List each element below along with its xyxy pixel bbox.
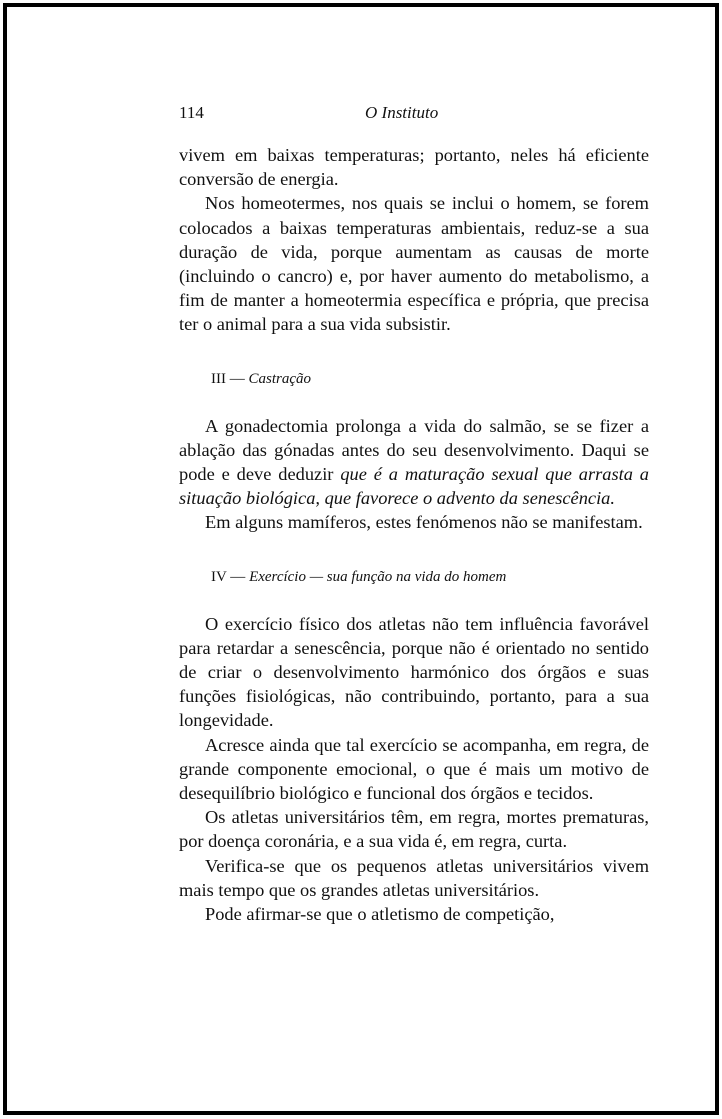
- paragraph: Pode afirmar-se que o atletismo de competição,: [205, 904, 555, 925]
- paragraph: Os atletas universitários têm, em regra, mortes prematuras, por doença coronária, e a sua vida é, em regra, curta.: [179, 807, 649, 852]
- section-numeral: IV —: [211, 568, 250, 585]
- section-heading-castracao: [211, 369, 649, 389]
- page-number: 114: [179, 103, 204, 122]
- book-page: [179, 103, 649, 926]
- running-title: O Instituto: [365, 103, 439, 122]
- paragraph: O exercício físico dos atletas não tem influência favorável para retardar a senescência, porque não é orientado no sentido de criar o desenvolvimento harmónico dos órgãos e suas funções fisiológicas, não contribuindo, portanto, para a sua longevidade.: [179, 613, 649, 731]
- section-title: Exercício — sua função na vida do homem: [249, 568, 507, 585]
- section-title: Castração: [248, 370, 312, 387]
- paragraph: Verifica-se que os pequenos atletas universitários vivem mais tempo que os grandes atletas universitários.: [179, 855, 649, 900]
- section-numeral: III —: [211, 370, 249, 387]
- paragraph: Acresce ainda que tal exercício se acompanha, em regra, de grande componente emocional, o que é mais um motivo de desequilíbrio biológico e funcional dos órgãos e tecidos.: [179, 734, 649, 804]
- page-frame: [3, 3, 719, 1115]
- paragraph-emphasis: que é a maturação sexual que arrasta a situação biológica, que favorece o advento da senescência.: [179, 464, 649, 509]
- paragraph: [179, 414, 649, 511]
- paragraph-text: A gonadectomia prolonga a vida do salmão, se se fizer a ablação das gónadas antes do seu desenvolvimento. Daqui se pode e deve deduzir: [179, 415, 649, 485]
- section-heading-exercicio: [211, 567, 649, 587]
- paragraph: Nos homeotermes, nos quais se inclui o homem, se forem colocados a baixas temperaturas ambientais, reduz-se a sua duração de vida, porque aumentam as causas de morte (incluindo o cancro) e, por haver aumento do metabolismo, a fim de manter a homeotermia específica e própria, que precisa ter o animal para a sua vida subsistir.: [179, 193, 649, 335]
- paragraph: vivem em baixas temperaturas; portanto, neles há eficiente conversão de energia.: [179, 145, 649, 190]
- paragraph: Em alguns mamíferos, estes fenómenos não se manifestam.: [205, 512, 643, 533]
- running-head: [179, 103, 649, 131]
